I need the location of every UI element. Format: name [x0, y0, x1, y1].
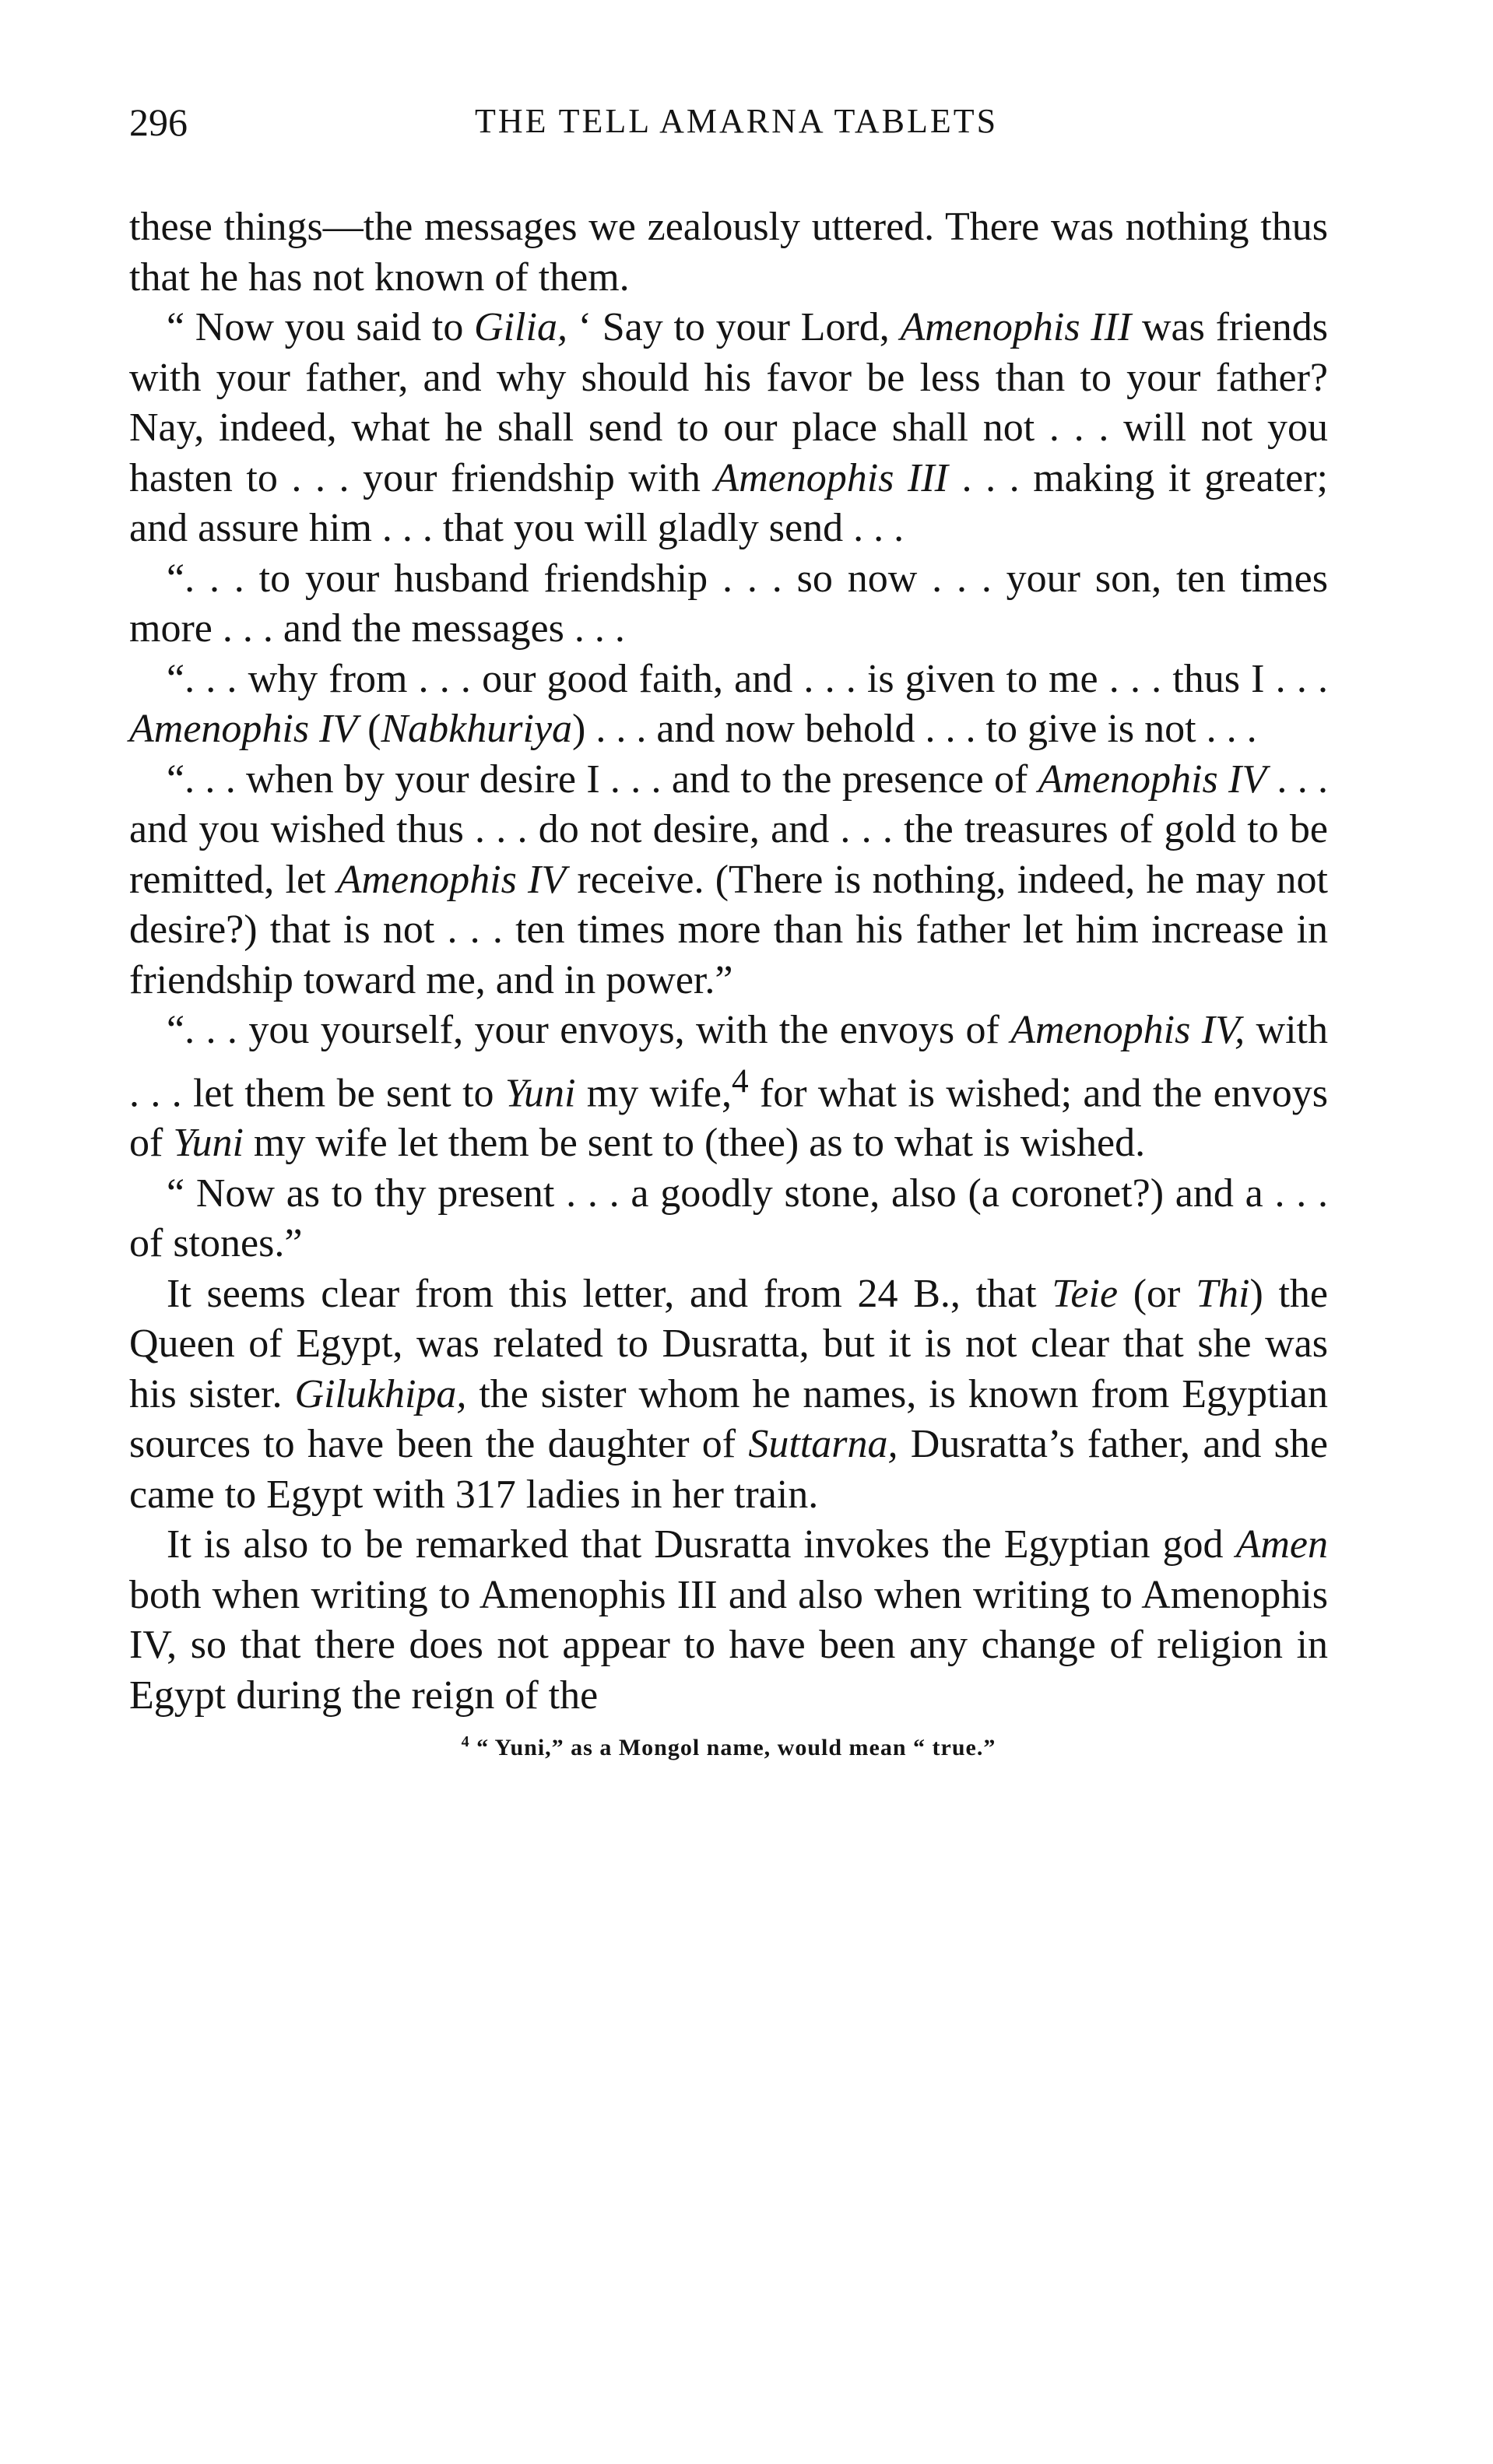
text-run: (: [357, 707, 381, 751]
footnote: [129, 1733, 1328, 1761]
italic-text: Thi: [1196, 1271, 1250, 1316]
text-run: these things—the messages we zealously uttered. There was nothing thus that he has not known of them.: [129, 205, 1328, 300]
text-run: “ Now you said to: [167, 305, 475, 349]
italic-text: Amenophis III: [900, 305, 1132, 349]
text-run: my wife let them be sent to (thee) as to what is wished.: [243, 1121, 1146, 1166]
paragraph: [129, 554, 1328, 655]
text-run: was friends with your father, and why should his favor be less than to your father? Nay, indeed, what he shall send to our place shall not . . . will not you hasten to . . . your friendship with: [129, 305, 1328, 500]
italic-text: Amenophis III: [714, 455, 948, 500]
page-number: 296: [129, 100, 188, 144]
italic-text: Yuni: [504, 1070, 576, 1115]
italic-text: Amenophis IV: [1038, 756, 1267, 802]
paragraph: [129, 1006, 1328, 1169]
paragraph: [129, 202, 1328, 303]
text-run: ‘ Say to your Lord,: [567, 305, 901, 349]
footnote-reference: 4: [731, 1062, 749, 1100]
text-run: “. . . you yourself, your envoys, with the envoys of: [167, 1008, 1011, 1052]
text-run: “. . . when by your desire I . . . and to the presence of: [167, 756, 1038, 802]
text-run: (or: [1118, 1271, 1196, 1316]
italic-text: Amenophis IV: [336, 857, 567, 902]
text-run: “ Now as to thy present . . . a goodly stone, also (a coronet?) and a . . . of stones.”: [129, 1171, 1328, 1266]
paragraph: [129, 303, 1328, 554]
text-run: receive. (There is nothing, indeed, he may not desire?) that is not . . . ten times more than his father let him increase in friendship toward me, and in power.”: [129, 857, 1328, 1002]
text-run: ) . . . and now behold . . . to give is not . . .: [572, 707, 1257, 751]
text-run: the sister whom he names, is known from Egyptian sources to have been the daughter of: [129, 1371, 1329, 1467]
text-run: Dusratta’s father, and she came to Egypt with 317 ladies in her train.: [129, 1422, 1328, 1517]
italic-text: Gilia,: [474, 305, 567, 349]
italic-text: Amenophis IV,: [1010, 1008, 1245, 1052]
text-run: both when writing to Amenophis III and also when writing to Amenophis IV, so that there does not appear to have been any change of religion in Egypt during the reign of the: [129, 1572, 1328, 1718]
text-run: “. . . why from . . . our good faith, and . . . is given to me . . . thus I . . .: [167, 656, 1328, 701]
text-run: for what is wished; and the envoys of: [129, 1070, 1328, 1166]
paragraph: [129, 755, 1328, 1006]
text-run: ) the Queen of Egypt, was related to Dusratta, but it is not clear that she was his sister.: [129, 1271, 1328, 1416]
italic-text: Yuni: [173, 1121, 244, 1166]
text-run: It seems clear from this letter, and from 24 B., that: [167, 1271, 1052, 1316]
page-header: [129, 100, 1328, 154]
italic-text: Gilukhipa,: [294, 1371, 467, 1416]
paragraph: [129, 655, 1328, 755]
body-text: [129, 202, 1328, 1721]
footnote-marker: 4: [461, 1733, 470, 1751]
text-run: “. . . to your husband friendship . . . so now . . . your son, ten times more . . . and the messages . . .: [129, 556, 1328, 651]
paragraph: [129, 1269, 1328, 1521]
text-run: It is also to be remarked that Dusratta invokes the Egyptian god: [167, 1522, 1236, 1567]
text-run: . . . making it greater; and assure him . . . that you will gladly send . . .: [129, 455, 1328, 550]
running-head: THE TELL AMARNA TABLETS: [474, 102, 999, 140]
footnote-text: “ Yuni,” as a Mongol name, would mean “ true.”: [476, 1735, 996, 1761]
text-run: . . . and you wished thus . . . do not desire, and . . . the treasures of gold to be remitted, let: [129, 756, 1329, 902]
italic-text: Amenophis IV: [129, 707, 358, 751]
paragraph: [129, 1169, 1328, 1269]
italic-text: Teie: [1052, 1271, 1119, 1316]
text-run: my wife,: [575, 1070, 732, 1115]
italic-text: Suttarna,: [748, 1422, 898, 1467]
text-run: with . . . let them be sent to: [129, 1008, 1329, 1115]
italic-text: Amen: [1235, 1522, 1328, 1567]
italic-text: Nabkhuriya: [381, 707, 573, 751]
paragraph: [129, 1520, 1328, 1721]
book-page: [129, 100, 1328, 1761]
